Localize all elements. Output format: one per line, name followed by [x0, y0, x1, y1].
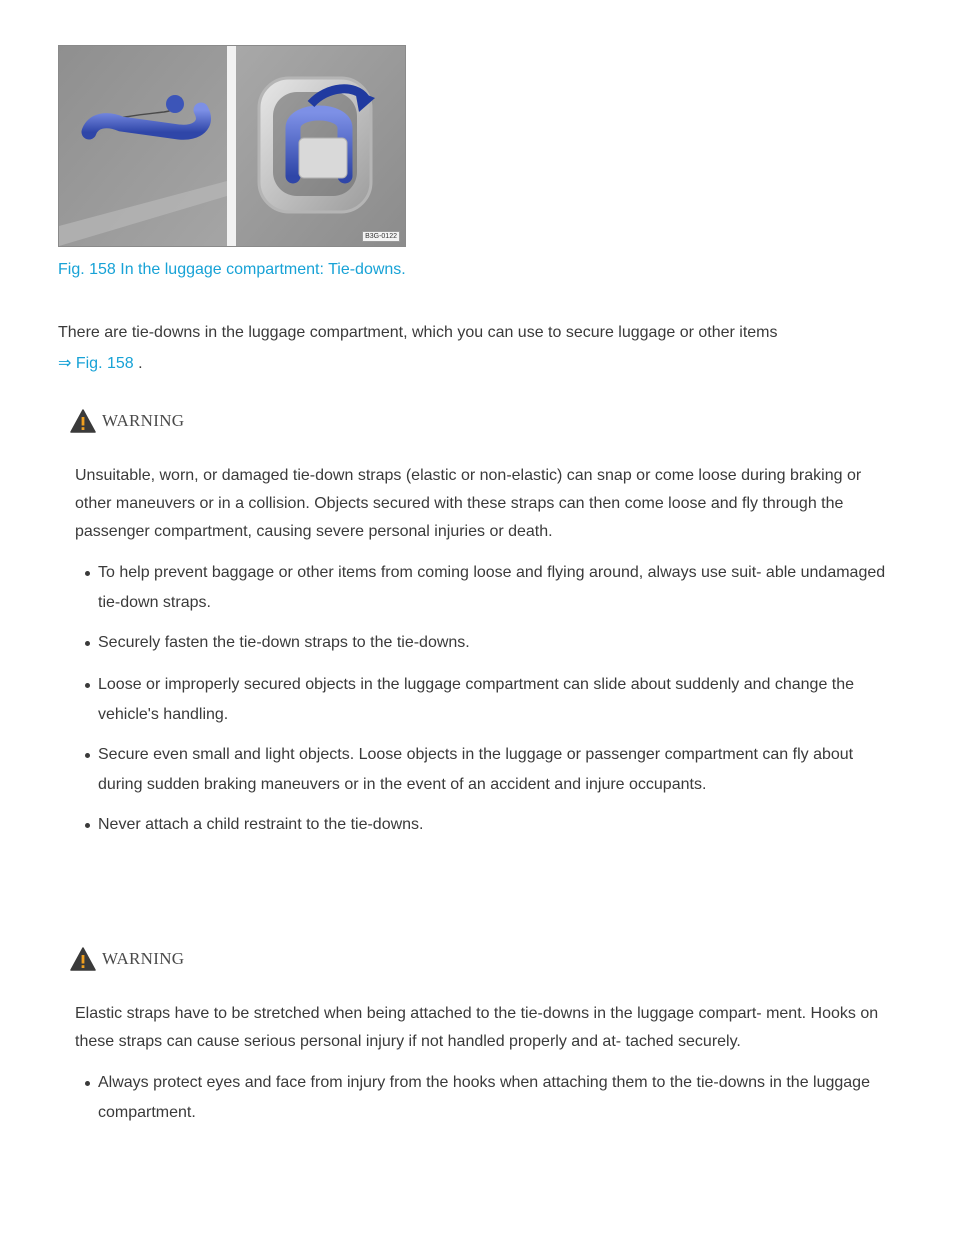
bullet-icon [85, 753, 90, 758]
figure-link[interactable]: ⇒ Fig. 158 [58, 355, 134, 372]
list-item [75, 740, 888, 800]
intro-tail: . [133, 355, 143, 372]
list-item [75, 670, 888, 730]
warning-triangle-icon [70, 947, 96, 971]
intro-paragraph [58, 317, 918, 379]
warning-body: Elastic straps have to be stretched when being attached to the tie-downs in the luggage compart- ment. Hooks on these straps can cause serious personal injury if not handled properly and at- tached securely. [75, 1005, 879, 1050]
bullet-icon [85, 1081, 90, 1086]
list-item-text: Secure even small and light objects. Loose objects in the luggage or passenger compartment can fly about during sudden braking maneuvers or in the event of an accident and injure occupants. [98, 746, 854, 793]
warning-header [58, 946, 918, 972]
list-item [75, 1068, 888, 1128]
list-item [75, 628, 888, 658]
bullet-icon [85, 683, 90, 688]
figure-code: B3G-0122 [362, 231, 400, 242]
list-item-text: Loose or improperly secured objects in the luggage compartment can slide about suddenly and change the vehicle's handling. [98, 676, 855, 723]
list-item [75, 810, 888, 840]
list-item-text: Always protect eyes and face from injury from the hooks when attaching them to the tie-downs in the luggage compartment. [98, 1074, 870, 1121]
warning-bullet-list [75, 558, 918, 840]
warning-triangle-icon [70, 409, 96, 433]
list-item [75, 558, 888, 618]
list-item-text: To help prevent baggage or other items from coming loose and flying around, always use suit- able undamaged tie-down straps. [98, 564, 886, 611]
bullet-icon [85, 823, 90, 828]
bullet-icon [85, 571, 90, 576]
warning-block-1 [58, 408, 918, 840]
warning-header [58, 408, 918, 434]
bullet-icon [85, 641, 90, 646]
list-item-text: Securely fasten the tie-down straps to the tie-downs. [98, 634, 470, 651]
list-item-text: Never attach a child restraint to the tie-downs. [98, 816, 424, 833]
intro-text: There are tie-downs in the luggage compartment, which you can use to secure luggage or other items [58, 324, 778, 341]
warning-title: WARNING [102, 411, 185, 430]
figure-tie-downs [58, 45, 406, 247]
warning-title: WARNING [102, 949, 185, 968]
warning-body: Unsuitable, worn, or damaged tie-down straps (elastic or non-elastic) can snap or come loose during braking or other maneuvers or in a collision. Objects secured with these straps can then come loose and fly through the passenger compartment, causing severe personal injuries or death. [75, 467, 862, 540]
tie-down-illustration [59, 46, 405, 246]
warning-bullet-list [75, 1068, 918, 1128]
warning-block-2 [58, 946, 918, 1128]
figure-caption: Fig. 158 In the luggage compartment: Tie-downs. [58, 261, 406, 278]
